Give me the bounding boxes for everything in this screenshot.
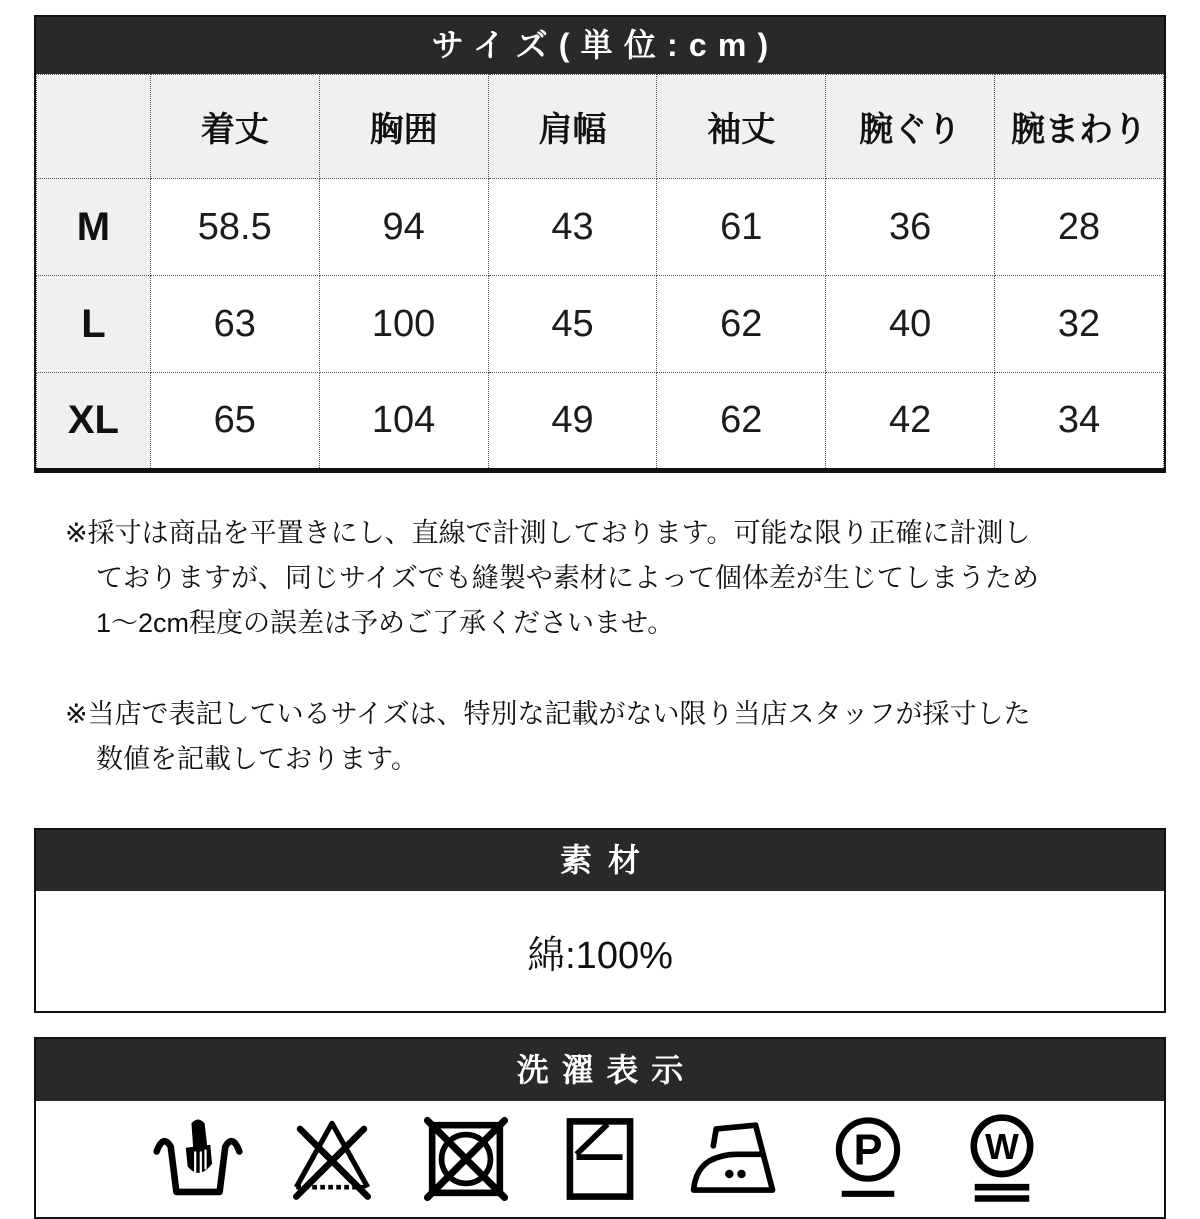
column-header: 腕ぐり: [826, 75, 995, 179]
measurement-value: 42: [826, 373, 995, 470]
measurement-value: 45: [488, 276, 657, 373]
measurement-value: 65: [150, 373, 319, 470]
measurement-value: 43: [488, 179, 657, 276]
column-header: 胸囲: [319, 75, 488, 179]
note-line: ※採寸は商品を平置きにし、直線で計測しております。可能な限り正確に計測し: [65, 518, 1031, 548]
do-not-bleach-icon: [285, 1112, 379, 1206]
table-row-m: [37, 179, 1164, 276]
note-line: 1〜2cm程度の誤差は予めご了承くださいませ。: [96, 608, 675, 638]
note-staff-measured: [34, 692, 1166, 782]
size-table-corner-cell: [37, 75, 151, 179]
size-chart-section: [34, 15, 1166, 473]
measurement-notes: [34, 511, 1166, 782]
measurement-value: 62: [657, 276, 826, 373]
material-title: 素材: [36, 830, 1164, 891]
measurement-value: 100: [319, 276, 488, 373]
flat-dry-in-shade-icon: [553, 1112, 647, 1206]
dry-clean-p-icon: [821, 1112, 915, 1206]
measurement-value: 104: [319, 373, 488, 470]
measurement-value: 94: [319, 179, 488, 276]
measurement-value: 58.5: [150, 179, 319, 276]
hand-wash-icon: [151, 1112, 245, 1206]
note-measurement-accuracy: [34, 511, 1166, 646]
measurement-value: 40: [826, 276, 995, 373]
column-header: 袖丈: [657, 75, 826, 179]
svg-text:W: W: [985, 1127, 1019, 1167]
note-line: ※当店で表記しているサイズは、特別な記載がない限り当店スタッフが採寸した: [65, 699, 1031, 729]
table-row-xl: [37, 373, 1164, 470]
care-title: 洗濯表示: [36, 1039, 1164, 1101]
measurement-value: 62: [657, 373, 826, 470]
table-row-l: [37, 276, 1164, 373]
size-chart-title: サイズ(単位:cm): [36, 17, 1164, 74]
do-not-tumble-dry-icon: [419, 1112, 513, 1206]
measurement-value: 32: [995, 276, 1164, 373]
measurement-value: 36: [826, 179, 995, 276]
measurement-value: 49: [488, 373, 657, 470]
material-section: [34, 828, 1166, 1013]
measurement-value: 63: [150, 276, 319, 373]
measurement-value: 34: [995, 373, 1164, 470]
wet-clean-w-icon: [955, 1112, 1049, 1206]
column-header: 腕まわり: [995, 75, 1164, 179]
note-line: ておりますが、同じサイズでも縫製や素材によって個体差が生じてしまうため: [96, 563, 1039, 593]
size-table-header-row: [37, 75, 1164, 179]
size-label: L: [37, 276, 151, 373]
column-header: 着丈: [150, 75, 319, 179]
size-table: [36, 74, 1164, 471]
care-section: [34, 1037, 1166, 1219]
note-line: 数値を記載しております。: [96, 744, 418, 774]
measurement-value: 28: [995, 179, 1164, 276]
iron-medium-icon: [687, 1112, 781, 1206]
column-header: 肩幅: [488, 75, 657, 179]
size-label: M: [37, 179, 151, 276]
size-label: XL: [37, 373, 151, 470]
measurement-value: 61: [657, 179, 826, 276]
svg-text:P: P: [853, 1126, 883, 1175]
material-value: 綿:100%: [36, 891, 1164, 1011]
